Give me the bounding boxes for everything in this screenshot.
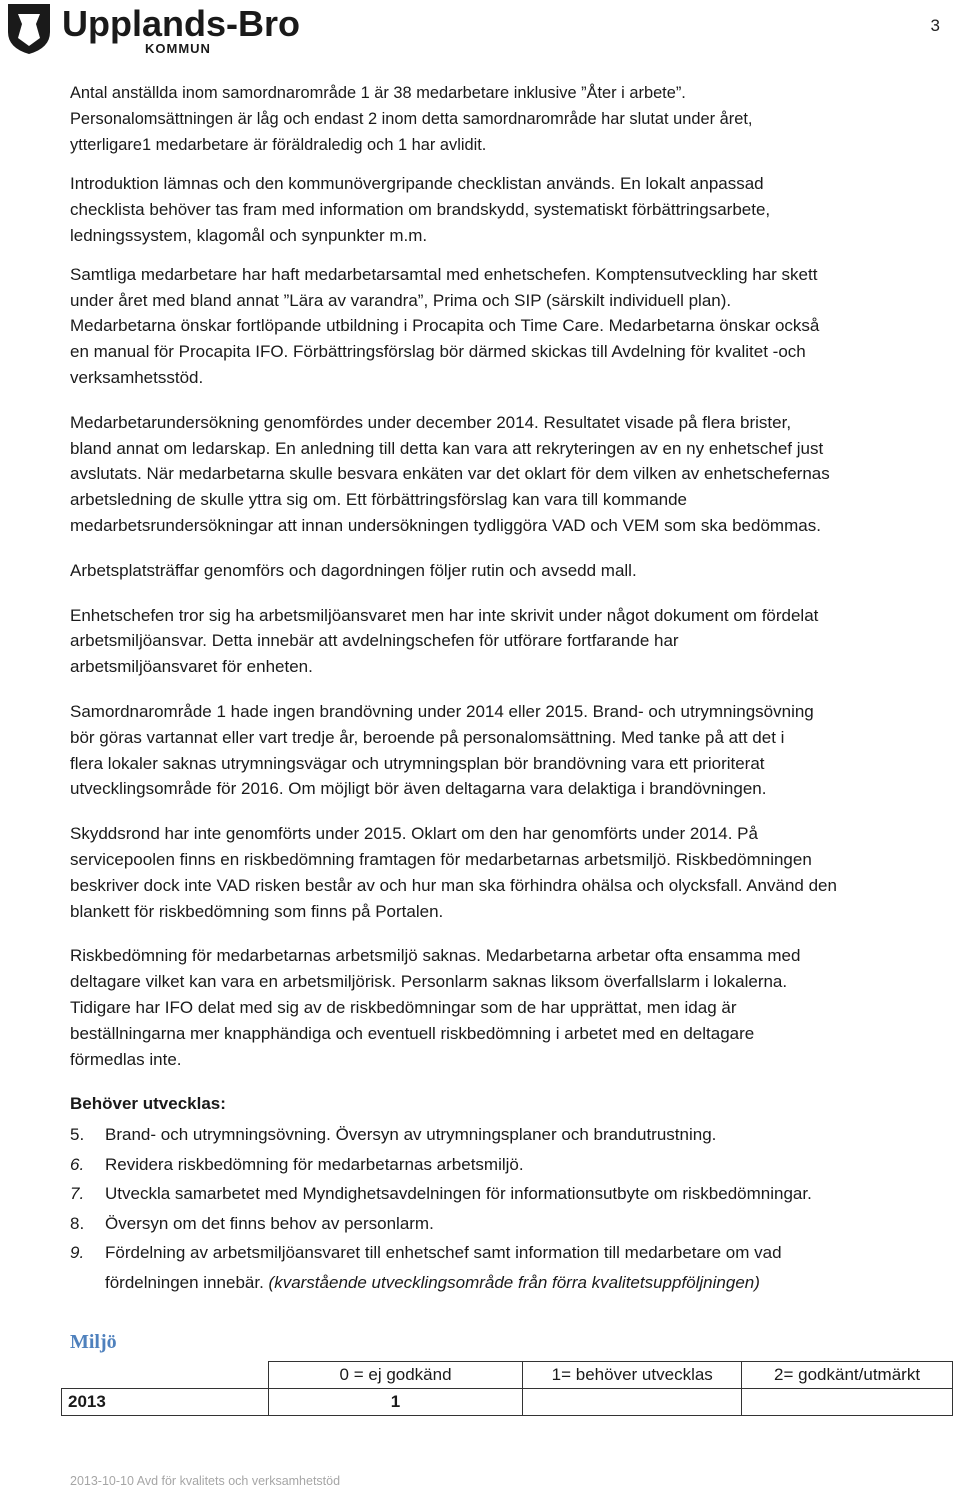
kommun-logo — [6, 2, 326, 56]
text-line: Samtliga medarbetare har haft medarbetarsamtal med enhetschefen. Komptensutveckling har skett — [70, 264, 818, 284]
text-line: beskriver dock inte VAD risken består av och hur man ska förhindra ohälsa och olycksfall. Använd den — [70, 875, 837, 895]
paragraph-talks — [70, 262, 950, 391]
table-header-cell: 0 = ej godkänd — [268, 1362, 523, 1389]
list-number: 8. — [70, 1213, 85, 1233]
text-line: bland annat om ledarskap. En anledning till detta kan vara att rekryteringen av en ny enhetschef just — [70, 438, 824, 458]
text-line: Medarbetarundersökning genomfördes under december 2014. Resultatet visade på flera brister, — [70, 412, 792, 432]
logo-subtext: KOMMUN — [145, 41, 211, 56]
list-number: 9. — [70, 1243, 85, 1263]
needs-heading: Behöver utvecklas: — [70, 1094, 226, 1114]
text-line: utvecklingsområde för 2016. Om möjligt bör även deltagarna vara delaktiga i brandövningen. — [70, 779, 767, 799]
table-cell — [523, 1389, 742, 1416]
text-line: Arbetsplatsträffar genomförs och dagordningen följer rutin och avsedd mall. — [70, 560, 637, 580]
paragraph-survey — [70, 410, 950, 539]
text-line: medarbetsrundersökningar att innan undersökningen tydliggöra VAD och VEM som ska bedömmas. — [70, 515, 821, 535]
page-footer: 2013-10-10 Avd för kvalitets och verksamhetstöd — [70, 1474, 341, 1488]
logo-wordmark: Upplands-Bro — [62, 3, 300, 44]
text-line: blankett för riskbedömning som finns på Portalen. — [70, 901, 444, 921]
document-body — [70, 81, 950, 1297]
text-line: Personalomsättningen är låg och endast 2 inom detta samordnarområde har slutat under året, — [70, 109, 753, 128]
section-title: Miljö — [70, 1331, 117, 1353]
list-number: 7. — [70, 1184, 85, 1204]
list-item — [70, 1150, 950, 1180]
text-line: en manual för Procapita IFO. Förbättringsförslag bör därmed skickas till Avdelning för kvalitet -och — [70, 342, 806, 362]
paragraph-staff — [70, 81, 950, 158]
list-text: Utveckla samarbetet med Myndighetsavdelningen för informationsutbyte om riskbedömningar. — [105, 1184, 812, 1204]
text-line: verksamhetsstöd. — [70, 367, 204, 387]
list-text: Revidera riskbedömning för medarbetarnas arbetsmiljö. — [105, 1154, 524, 1174]
table-row — [62, 1389, 953, 1416]
needs-list — [70, 1120, 950, 1297]
table-header-cell: 2= godkänt/utmärkt — [742, 1362, 953, 1389]
text-line: förmedlas inte. — [70, 1049, 182, 1069]
list-item — [70, 1179, 950, 1209]
text-line: beställningarna mer knapphändiga och eventuell riskbedömning i arbetet med en deltagare — [70, 1023, 755, 1043]
list-text-line: fördelningen innebär. — [105, 1272, 269, 1292]
paragraph-meetings — [70, 558, 950, 584]
table-header-cell: 1= behöver utvecklas — [523, 1362, 742, 1389]
table-cell: 1 — [268, 1389, 523, 1416]
table-cell-year: 2013 — [62, 1389, 269, 1416]
text-line: checklista behöver tas fram med information om brandskydd, systematiskt förbättringsarbete, — [70, 200, 771, 220]
text-line: Samordnarområde 1 hade ingen brandövning under 2014 eller 2015. Brand- och utrymningsövning — [70, 701, 814, 721]
list-text: Översyn om det finns behov av personlarm. — [105, 1213, 434, 1233]
table-cell — [742, 1389, 953, 1416]
list-item — [70, 1120, 950, 1150]
text-line: bör göras vartannat eller vart tredje år, beroende på personalomsättning. Med tanke på att det i — [70, 727, 785, 747]
text-line: arbetsledning de skulle yttra sig om. Ett förbättringsförslag kan vara till kommande — [70, 490, 688, 510]
text-line: Introduktion lämnas och den kommunövergripande checklistan används. En lokalt anpassad — [70, 174, 764, 194]
list-text-note: (kvarstående utvecklingsområde från förra kvalitetsuppföljningen) — [268, 1272, 760, 1292]
table-header-empty — [62, 1362, 269, 1389]
page-number: 3 — [930, 16, 940, 35]
text-line: ytterligare1 medarbetare är föräldraledig och 1 har avlidit. — [70, 135, 487, 154]
text-line: Enhetschefen tror sig ha arbetsmiljöansvaret men har inte skrivit under något dokument om fördelat — [70, 605, 819, 625]
paragraph-risk — [70, 943, 950, 1072]
text-line: arbetsmiljöansvaret för enheten. — [70, 657, 313, 677]
text-line: ledningssystem, klagomål och synpunkter m.m. — [70, 225, 428, 245]
list-item — [70, 1238, 950, 1297]
text-line: Tidigare har IFO delat med sig av de riskbedömningar som de har upprättat, men idag är — [70, 997, 737, 1017]
list-text-line: Fördelning av arbetsmiljöansvaret till enhetschef samt information till medarbetare om vad — [105, 1243, 782, 1263]
text-line: flera lokaler saknas utrymningsvägar och utrymningsplan bör brandövning vara ett prioriterat — [70, 753, 765, 773]
text-line: Skyddsrond har inte genomförts under 2015. Oklart om den har genomförts under 2014. På — [70, 824, 758, 844]
table-header-row — [62, 1362, 953, 1389]
text-line: avslutats. När medarbetarna skulle besvara enkäten var det oklart för dem vilken av enhetschefernas — [70, 464, 830, 484]
text-line: under året med bland annat ”Lära av varandra”, Prima och SIP (särskilt individuell plan). — [70, 290, 732, 310]
text-line: arbetsmiljöansvar. Detta innebär att avdelningschefen för utförare fortfarande har — [70, 631, 679, 651]
text-line: Antal anställda inom samordnarområde 1 är 38 medarbetare inklusive ”Åter i arbete”. — [70, 84, 686, 102]
text-line: Medarbetarna önskar fortlöpande utbildning i Procapita och Time Care. Medarbetarna önskar också — [70, 316, 820, 336]
list-number: 5. — [70, 1125, 85, 1145]
assessment-table — [61, 1361, 953, 1416]
text-line: deltagare vilket kan vara en arbetsmiljörisk. Personlarm saknas liksom överfallslarm i lokalerna. — [70, 972, 788, 992]
list-text: Brand- och utrymningsövning. Översyn av utrymningsplaner och brandutrustning. — [105, 1125, 717, 1145]
text-line: servicepoolen finns en riskbedömning framtagen för medarbetarnas arbetsmiljö. Riskbedömningen — [70, 849, 812, 869]
paragraph-responsibility — [70, 603, 950, 680]
paragraph-fire — [70, 699, 950, 802]
list-number: 6. — [70, 1154, 85, 1174]
text-line: Riskbedömning för medarbetarnas arbetsmiljö saknas. Medarbetarna arbetar ofta ensamma med — [70, 946, 801, 966]
paragraph-safety-round — [70, 821, 950, 924]
paragraph-intro — [70, 171, 950, 248]
logo-graphic — [6, 2, 326, 56]
list-text — [105, 1238, 950, 1297]
list-item — [70, 1209, 950, 1239]
